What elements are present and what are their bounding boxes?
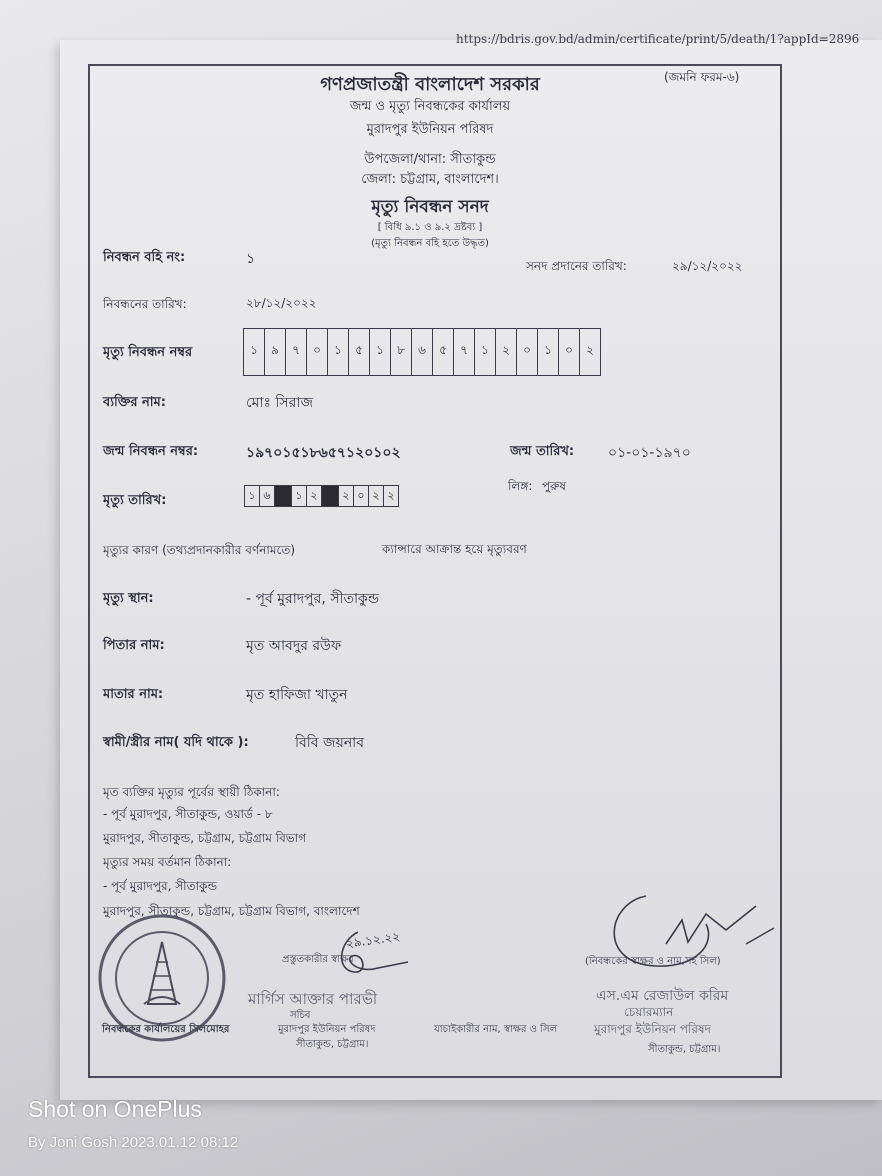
death-reg-no-boxes bbox=[243, 328, 601, 376]
spouse-value: বিবি জয়নাব bbox=[295, 735, 365, 751]
union-title: মুরাদপুর ইউনিয়ন পরিষদ bbox=[366, 122, 494, 137]
reg-digit-cell: ৭ bbox=[454, 329, 475, 375]
cause-value: ক্যান্সারে আক্রান্ত হয়ে মৃত্যুবরণ bbox=[382, 542, 527, 556]
issuer-label: প্রস্তুতকারীর স্বাক্ষর bbox=[282, 954, 354, 965]
reg-date-value: ২৮/১২/২০২২ bbox=[246, 296, 317, 310]
print-url: https://bdris.gov.bd/admin/certificate/print/5/death/1?appId=2896 bbox=[456, 32, 860, 46]
date-digit-cell: ৬ bbox=[260, 486, 275, 506]
issue-date-label: সনদ প্রদানের তারিখ: bbox=[526, 259, 627, 273]
reg-digit-cell: ১ bbox=[370, 329, 391, 375]
reg-digit-cell: ৭ bbox=[286, 329, 307, 375]
rule-reference: [ বিধি ৯.১ ও ৯.২ দ্রষ্টব্য ] bbox=[377, 222, 483, 233]
reg-digit-cell: ২ bbox=[496, 329, 517, 375]
reg-date-label: নিবন্ধনের তারিখ: bbox=[103, 297, 187, 311]
death-place-label: মৃত্যু স্থান: bbox=[103, 591, 154, 606]
camera-watermark-title: Shot on OnePlus bbox=[28, 1096, 202, 1122]
birth-date-label: জন্ম তারিখ: bbox=[510, 444, 575, 459]
date-digit-cell: ১ bbox=[292, 486, 307, 506]
source-note: (মৃত্যু নিবন্ধন বহি হতে উদ্ধৃত) bbox=[371, 238, 489, 249]
reg-digit-cell: ১ bbox=[475, 329, 496, 375]
father-value: মৃত আবদুর রউফ bbox=[246, 638, 342, 654]
date-digit-cell: ০ bbox=[354, 486, 369, 506]
date-digit-cell: ২ bbox=[307, 486, 322, 506]
sex-value: পুরুষ bbox=[542, 479, 566, 493]
reg-digit-cell: ৬ bbox=[412, 329, 433, 375]
issue-date-value: ২৯/১২/২০২২ bbox=[672, 259, 743, 273]
reg-digit-cell: ০ bbox=[559, 329, 580, 375]
registrar-name: এস.এম রেজাউল করিম bbox=[596, 988, 729, 1004]
name-label: ব্যক্তির নাম: bbox=[103, 395, 166, 410]
registrar-label: (নিবন্ধকের স্বাক্ষর ও নাম,সহ সিল) bbox=[585, 956, 721, 967]
issuer-place: সীতাকুন্ড, চট্টগ্রাম। bbox=[296, 1039, 369, 1050]
seal-label: নিবন্ধকের কার্যালয়ের সিলমোহর bbox=[102, 1024, 230, 1035]
reg-digit-cell: ১ bbox=[538, 329, 559, 375]
date-digit-cell: ২ bbox=[369, 486, 384, 506]
date-digit-cell: ২ bbox=[339, 486, 354, 506]
mother-value: মৃত হাফিজা খাতুন bbox=[246, 687, 348, 703]
death-place-value: - পূর্ব মুরাদপুর, সীতাকুন্ড bbox=[246, 591, 380, 607]
permanent-address-line2: মুরাদপুর, সীতাকুন্ড, চট্টগ্রাম, চট্টগ্রাম বিভাগ bbox=[103, 831, 307, 845]
reg-digit-cell: ৫ bbox=[433, 329, 454, 375]
name-value: মোঃ সিরাজ bbox=[246, 395, 313, 411]
spouse-label: স্বামী/স্ত্রীর নাম( যদি থাকে ): bbox=[103, 735, 249, 750]
issuer-name: মার্গিস আক্তার পারভী bbox=[248, 990, 378, 1008]
date-separator bbox=[275, 486, 292, 506]
issuer-union: মুরাদপুর ইউনিয়ন পরিষদ bbox=[278, 1024, 376, 1035]
reg-digit-cell: ০ bbox=[517, 329, 538, 375]
reg-digit-cell: ২ bbox=[586, 343, 594, 357]
issuer-title: সচিব bbox=[290, 1010, 311, 1021]
date-digit-cell: ১ bbox=[245, 486, 260, 506]
cause-label: মৃত্যুর কারণ (তথ্যপ্রদানকারীর বর্ণনামতে) bbox=[103, 543, 296, 557]
verifier-label: যাচাইকারীর নাম, স্বাক্ষর ও সিল bbox=[434, 1024, 558, 1035]
reg-digit-cell: ১ bbox=[244, 329, 265, 375]
registrar-union: মুরাদপুর ইউনিয়ন পরিষদ bbox=[594, 1022, 711, 1036]
present-address-label: মৃত্যুর সময় বর্তমান ঠিকানা: bbox=[103, 855, 232, 869]
reg-digit-cell: ৮ bbox=[391, 329, 412, 375]
form-number: (জমনি ফরম-৬) bbox=[664, 70, 740, 84]
sign-date: ২৯.১২.২২ bbox=[345, 929, 401, 951]
birth-reg-no-value: ১৯৭০১৫১৮৬৫৭১২০১০২ bbox=[246, 445, 401, 461]
registrar-place: সীতাকুন্ড, চট্টগ্রাম। bbox=[648, 1044, 721, 1055]
date-separator bbox=[322, 486, 339, 506]
camera-watermark-caption: By Joni Gosh 2023.01.12 08:12 bbox=[28, 1134, 239, 1151]
present-address-line1: - পূর্ব মুরাদপুর, সীতাকুন্ড bbox=[103, 879, 218, 893]
permanent-address-label: মৃত ব্যক্তির মৃত্যুর পূর্বের স্থায়ী ঠিকানা: bbox=[103, 785, 280, 799]
book-no-label: নিবন্ধন বহি নং: bbox=[103, 250, 186, 265]
certificate-title: মৃত্যু নিবন্ধন সনদ bbox=[371, 197, 489, 217]
permanent-address-line1: - পূর্ব মুরাদপুর, সীতাকুন্ড, ওয়ার্ড - ৮ bbox=[103, 807, 273, 821]
birth-reg-no-label: জন্ম নিবন্ধন নম্বর: bbox=[103, 444, 199, 459]
mother-label: মাতার নাম: bbox=[103, 687, 164, 702]
office-title: জন্ম ও মৃত্যু নিবন্ধকের কার্যালয় bbox=[349, 99, 511, 114]
death-date-label: মৃত্যু তারিখ: bbox=[103, 493, 167, 508]
reg-digit-cell: ১ bbox=[328, 329, 349, 375]
reg-digit-cell: ৫ bbox=[349, 329, 370, 375]
sex-label: লিঙ্গ: bbox=[508, 479, 533, 493]
upazila-line: উপজেলা/থানা: সীতাকুন্ড bbox=[364, 152, 496, 167]
father-label: পিতার নাম: bbox=[103, 638, 165, 653]
reg-digit-cell: ০ bbox=[307, 329, 328, 375]
govt-title: গণপ্রজাতন্ত্রী বাংলাদেশ সরকার bbox=[320, 74, 540, 95]
date-digit-cell: ২ bbox=[387, 488, 395, 502]
death-date-boxes bbox=[244, 485, 399, 507]
reg-digit-cell: ৯ bbox=[265, 329, 286, 375]
present-address-line2: মুরাদপুর, সীতাকুন্ড, চট্টগ্রাম, চট্টগ্রাম বিভাগ, বাংলাদেশ bbox=[103, 904, 360, 918]
book-no-value: ১ bbox=[246, 251, 256, 267]
registrar-title: চেয়ারম্যান bbox=[624, 1005, 674, 1019]
birth-date-value: ০১-০১-১৯৭০ bbox=[608, 445, 691, 461]
death-reg-no-label: মৃত্যু নিবন্ধন নম্বর bbox=[103, 345, 193, 360]
district-line: জেলা: চট্টগ্রাম, বাংলাদেশ। bbox=[361, 172, 499, 187]
